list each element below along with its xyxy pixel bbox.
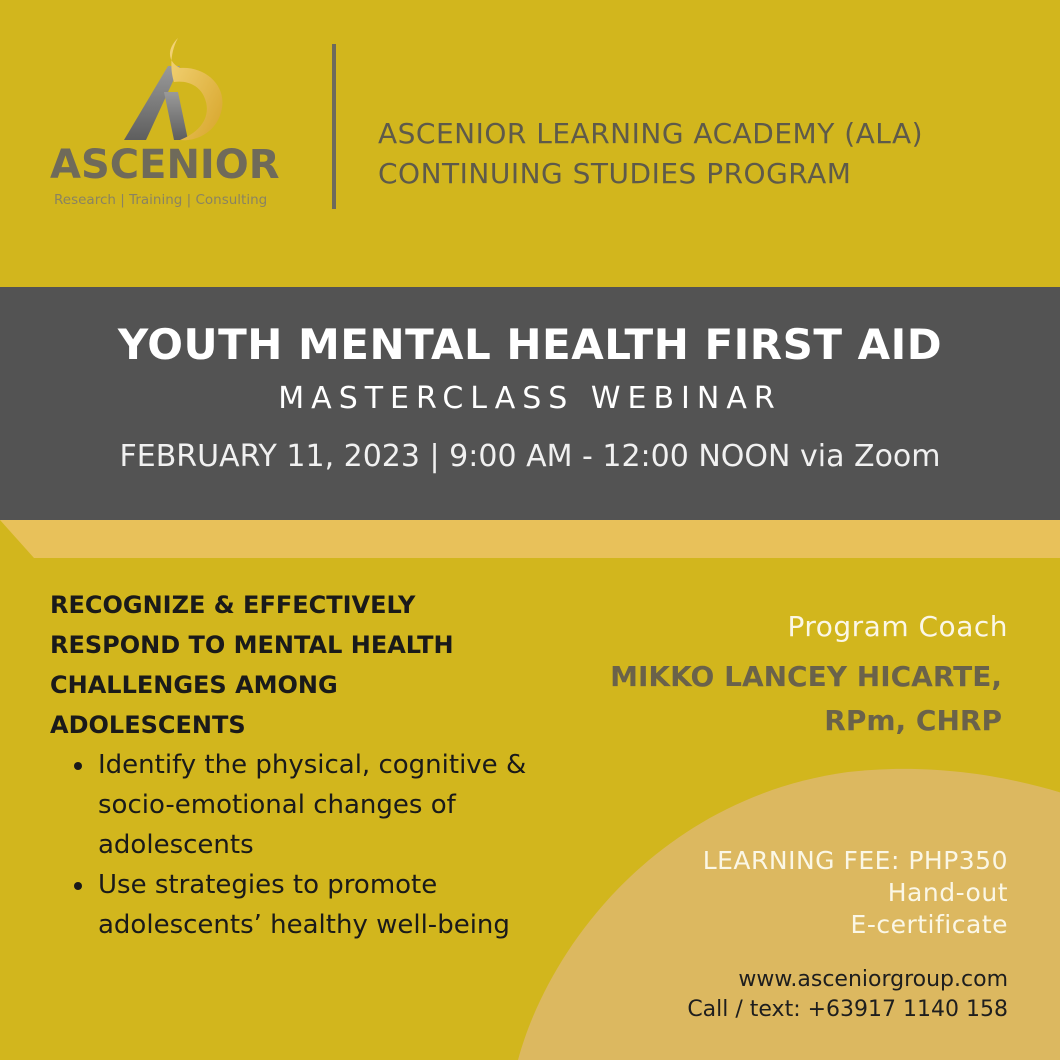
objective-line: CHALLENGES AMONG [50, 671, 338, 699]
academy-title [378, 114, 923, 194]
website-link[interactable]: www.asceniorgroup.com [738, 967, 1008, 992]
coach-label: Program Coach [787, 610, 1008, 643]
logo-tagline: Research | Training | Consulting [54, 192, 268, 208]
objective-line: ADOLESCENTS [50, 711, 246, 739]
academy-line-1: ASCENIOR LEARNING ACADEMY (ALA) [378, 117, 924, 150]
bullet-item: Identify the physical, cognitive & socio-emotional changes of adolescents [98, 745, 528, 865]
objective-bullets [50, 745, 528, 945]
phone-number: Call / text: +63917 1140 158 [687, 997, 1008, 1022]
accent-stripe [0, 520, 1060, 558]
coach-name [542, 655, 1002, 743]
fee-inclusion: Hand-out [887, 878, 1008, 907]
event-date: FEBRUARY 11, 2023 | 9:00 AM - 12:00 NOON via Zoom [119, 439, 941, 474]
header-divider [332, 44, 336, 209]
objective-heading [50, 585, 490, 745]
fee-info [703, 845, 1008, 941]
objective-line: RESPOND TO MENTAL HEALTH [50, 631, 454, 659]
logo-wordmark: ASCENIOR [50, 142, 280, 188]
ascenior-logo-mark-icon [118, 36, 228, 146]
ascenior-logo [44, 36, 294, 211]
bullet-item: Use strategies to promote adolescents’ healthy well-being [98, 865, 528, 945]
learning-fee: LEARNING FEE: PHP350 [702, 846, 1008, 875]
coach-name-line-2: RPm, CHRP [824, 704, 1002, 737]
title-banner [0, 287, 1060, 520]
event-subtitle: MASTERCLASS WEBINAR [278, 381, 782, 416]
event-title: YOUTH MENTAL HEALTH FIRST AID [117, 320, 943, 369]
fee-inclusion: E-certificate [850, 910, 1008, 939]
objective-line: RECOGNIZE & EFFECTIVELY [50, 591, 416, 619]
contact-info [687, 965, 1008, 1025]
academy-line-2: CONTINUING STUDIES PROGRAM [378, 157, 852, 190]
coach-name-line-1: MIKKO LANCEY HICARTE, [610, 660, 1002, 693]
